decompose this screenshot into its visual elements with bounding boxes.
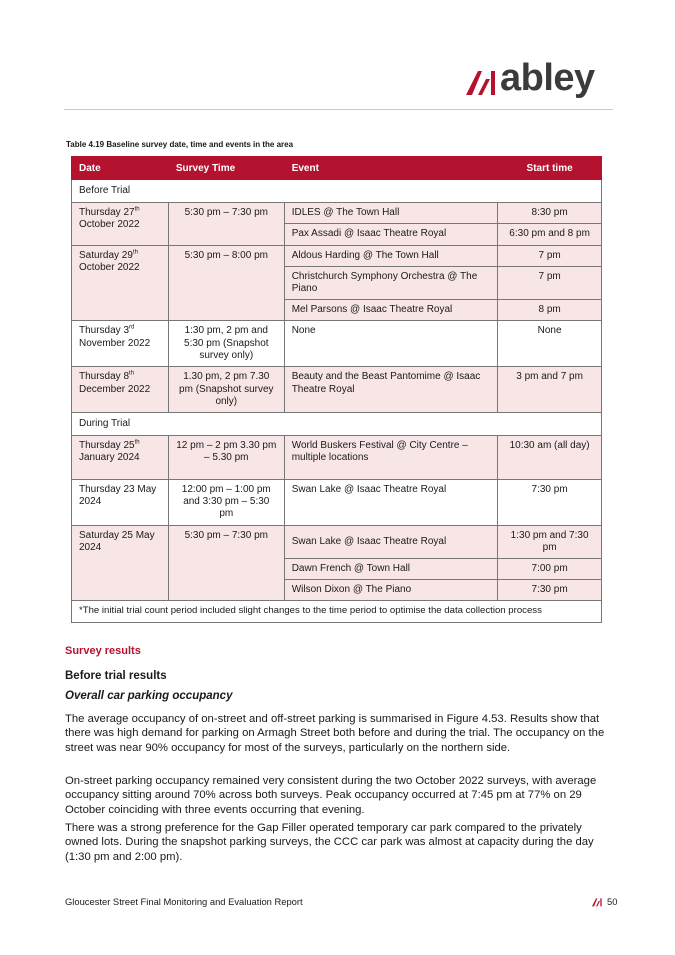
event-cell: Dawn French @ Town Hall	[284, 559, 498, 580]
start-time-cell: 7:30 pm	[498, 480, 602, 526]
abley-logo	[466, 56, 595, 100]
table-row	[72, 367, 602, 413]
start-time-cell: 7:30 pm	[498, 580, 602, 601]
start-time-cell: 3 pm and 7 pm	[498, 367, 602, 413]
table-row	[72, 480, 602, 526]
event-cell: IDLES @ The Town Hall	[284, 203, 498, 224]
survey-time-cell: 5:30 pm – 8:00 pm	[168, 245, 284, 321]
start-time-cell: 1:30 pm and 7:30 pm	[498, 525, 602, 558]
column-header-survey-time: Survey Time	[168, 157, 284, 180]
survey-table	[71, 156, 602, 623]
event-cell: Beauty and the Beast Pantomime @ Isaac Theatre Royal	[284, 367, 498, 413]
footer-title: Gloucester Street Final Monitoring and Evaluation Report	[65, 896, 303, 907]
table-row	[72, 525, 602, 558]
survey-results-heading: Survey results	[65, 645, 141, 657]
start-time-cell: 8:30 pm	[498, 203, 602, 224]
survey-time-cell: 12 pm – 2 pm 3.30 pm – 5.30 pm	[168, 436, 284, 480]
start-time-cell: 7 pm	[498, 266, 602, 299]
date-cell: Thursday 27th October 2022	[72, 203, 169, 245]
table-row	[72, 321, 602, 367]
start-time-cell: 10:30 am (all day)	[498, 436, 602, 480]
before-trial-heading: Before trial results	[65, 670, 167, 682]
start-time-cell: 7 pm	[498, 245, 602, 266]
survey-time-cell: 1:30 pm, 2 pm and 5:30 pm (Snapshot survey only)	[168, 321, 284, 367]
survey-time-cell: 5:30 pm – 7:30 pm	[168, 203, 284, 245]
event-cell: World Buskers Festival @ City Centre – multiple locations	[284, 436, 498, 480]
date-cell: Thursday 3rd November 2022	[72, 321, 169, 367]
start-time-cell: 7:00 pm	[498, 559, 602, 580]
event-cell: Wilson Dixon @ The Piano	[284, 580, 498, 601]
date-cell: Thursday 23 May 2024	[72, 480, 169, 526]
logo-text: abley	[500, 57, 595, 99]
event-cell: Pax Assadi @ Isaac Theatre Royal	[284, 224, 498, 245]
table-row	[72, 203, 602, 224]
section-label: Before Trial	[72, 180, 602, 203]
survey-time-cell: 5:30 pm – 7:30 pm	[168, 525, 284, 601]
paragraph: On-street parking occupancy remained very consistent during the two October 2022 surveys, with average occupancy sitting around 70% across both surveys. Peak occupancy occurred at 7:45 pm at 77% on 29 October coinciding with three events occurring that evening.	[65, 775, 597, 816]
date-cell: Thursday 25th January 2024	[72, 436, 169, 480]
event-cell: None	[284, 321, 498, 367]
event-cell: Swan Lake @ Isaac Theatre Royal	[284, 525, 498, 558]
start-time-cell: 8 pm	[498, 300, 602, 321]
page-number: 50	[607, 896, 618, 907]
event-cell: Swan Lake @ Isaac Theatre Royal	[284, 480, 498, 526]
table-caption: Table 4.19 Baseline survey date, time and events in the area	[66, 140, 294, 149]
date-cell: Thursday 8th December 2022	[72, 367, 169, 413]
footnote-row	[72, 601, 602, 623]
date-cell: Saturday 29th October 2022	[72, 245, 169, 321]
table-header-row	[72, 157, 602, 180]
table-row	[72, 245, 602, 266]
table-footnote: *The initial trial count period included slight changes to the time period to optimise the data collection process	[72, 601, 602, 623]
survey-time-cell: 12:00 pm – 1:00 pm and 3:30 pm – 5:30 pm	[168, 480, 284, 526]
start-time-cell: 6:30 pm and 8 pm	[498, 224, 602, 245]
overall-occupancy-heading: Overall car parking occupancy	[65, 690, 233, 702]
footer-page	[591, 896, 617, 907]
abley-mark-icon	[591, 897, 603, 907]
survey-time-cell: 1.30 pm, 2 pm 7.30 pm (Snapshot survey only)	[168, 367, 284, 413]
section-row-before-trial	[72, 180, 602, 203]
section-label: During Trial	[72, 412, 602, 435]
table-row	[72, 436, 602, 480]
paragraph: The average occupancy of on-street and off-street parking is summarised in Figure 4.53. Results show that there was high demand for parking on Armagh Street both before and during the trial. The occupancy on the street was near 90% occupancy for most of the surveys, particularly on the northern side.	[65, 713, 605, 754]
start-time-cell: None	[498, 321, 602, 367]
abley-logo-mark-icon	[466, 67, 496, 97]
section-row-during-trial	[72, 412, 602, 435]
event-cell: Christchurch Symphony Orchestra @ The Piano	[284, 266, 498, 299]
column-header-date: Date	[72, 157, 169, 180]
date-cell: Saturday 25 May 2024	[72, 525, 169, 601]
paragraph: There was a strong preference for the Gap Filler operated temporary car park compared to the privately owned lots. During the snapshot parking surveys, the CCC car park was almost at capacity during the day (1:30 pm and 2:00 pm).	[65, 822, 594, 863]
event-cell: Aldous Harding @ The Town Hall	[284, 245, 498, 266]
header-divider	[64, 109, 613, 110]
column-header-start-time: Start time	[498, 157, 602, 180]
column-header-event: Event	[284, 157, 498, 180]
event-cell: Mel Parsons @ Isaac Theatre Royal	[284, 300, 498, 321]
